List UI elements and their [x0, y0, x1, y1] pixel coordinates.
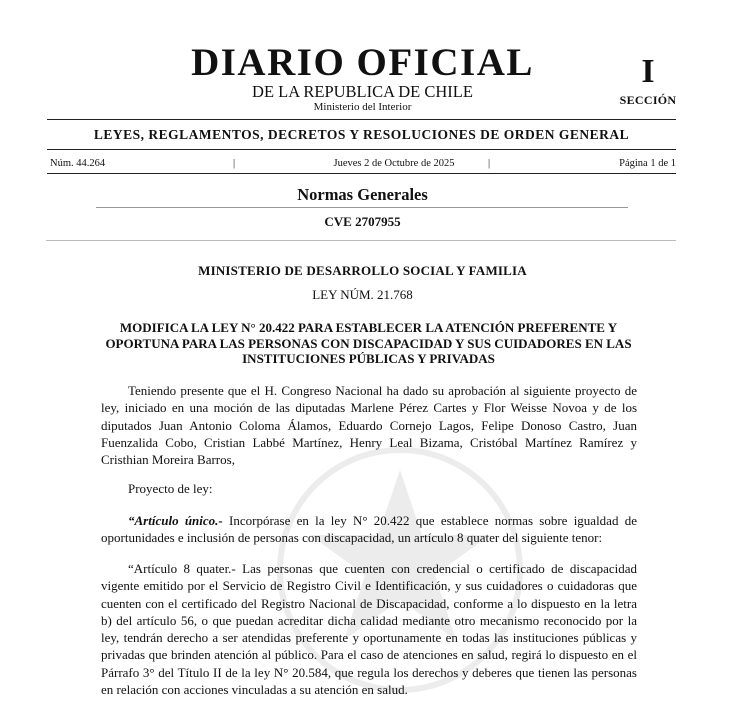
law-number: LEY NÚM. 21.768: [312, 287, 413, 302]
article-lead: “Artículo único.-: [128, 513, 223, 528]
page-indicator: Página 1 de 1: [619, 158, 676, 169]
intro-paragraph: Teniendo presente que el H. Congreso Nacional ha dado su aprobación al siguiente proyecto de ley, iniciado en una moción de las diputadas Marlene Pérez Cartes y Flor Weisse Novoa y de los diputados Juan Antonio Coloma Álamos, Eduardo Cornejo Lagos, Felipe Donoso Castro, Juan Fuenzalida Cobo, Cristian Labbé Martínez, Henry Leal Bizama, Cristóbal Martínez Ramírez y Cristhian Moreira Barros,: [101, 383, 637, 468]
law-title: MODIFICA LA LEY N° 20.422 PARA ESTABLECER LA ATENCIÓN PREFERENTE Y OPORTUNA PARA LAS PERSONAS CON DISCAPACIDAD Y SUS CUIDADORES EN LAS INSTITUCIONES PÚBLICAS Y PRIVADAS: [105, 320, 632, 366]
masthead: [0, 40, 743, 120]
issue-date: Jueves 2 de Octubre de 2025: [333, 158, 455, 169]
cve-divider: [46, 240, 676, 241]
article-quater-paragraph: “Artículo 8 quater.- Las personas que cuenten con credencial o certificado de discapacidad vigente emitido por el Servicio de Registro Civil e Identificación, y sus cuidadores o cuidadoras que cuenten con el certificado del Registro Nacional de Discapacidad, conforme a lo dispuesto en la letra b) del artículo 56, o que puedan acreditar dicha calidad mediante otro mecanismo reconocido por la ley, tendrán derecho a ser atendidas preferente y oportunamente en todas las instituciones públicas y privadas que brinden atención al público. Para el caso de atenciones en salud, regirá lo dispuesto en el Párrafo 3° del Título II de la ley N° 20.584, que regula los derechos y deberes que tienen las personas en relación con acciones vinculadas a su atención en salud.: [101, 561, 637, 698]
section-heading: Normas Generales: [297, 185, 428, 204]
divider-top: [47, 119, 676, 120]
separator: |: [233, 158, 236, 169]
newspaper-title: DIARIO OFICIAL: [191, 41, 534, 84]
section-label: SECCIÓN: [619, 93, 677, 107]
article-text: Incorpórase en la ley N° 20.422 que establece normas sobre igualdad de oportunidades e inclusión de personas con discapacidad, un artículo 8 quater del siguiente tenor:: [101, 513, 637, 546]
issue-info-row: [50, 157, 676, 171]
divider-middle: [47, 149, 676, 150]
ministry-label: Ministerio del Interior: [313, 101, 412, 113]
separator: |: [488, 158, 491, 169]
cve-code: CVE 2707955: [324, 214, 401, 229]
category-bar: LEYES, REGLAMENTOS, DECRETOS Y RESOLUCIONES DE ORDEN GENERAL: [93, 127, 630, 142]
newspaper-subtitle: DE LA REPUBLICA DE CHILE: [252, 82, 473, 101]
section-number: I: [641, 53, 655, 90]
divider-bottom: [47, 173, 676, 174]
issue-number: Núm. 44.264: [50, 158, 106, 169]
article-paragraph: [101, 512, 637, 547]
project-label: Proyecto de ley:: [128, 481, 213, 496]
heading-divider: [96, 207, 628, 208]
department-name: MINISTERIO DE DESARROLLO SOCIAL Y FAMILIA: [198, 263, 527, 278]
